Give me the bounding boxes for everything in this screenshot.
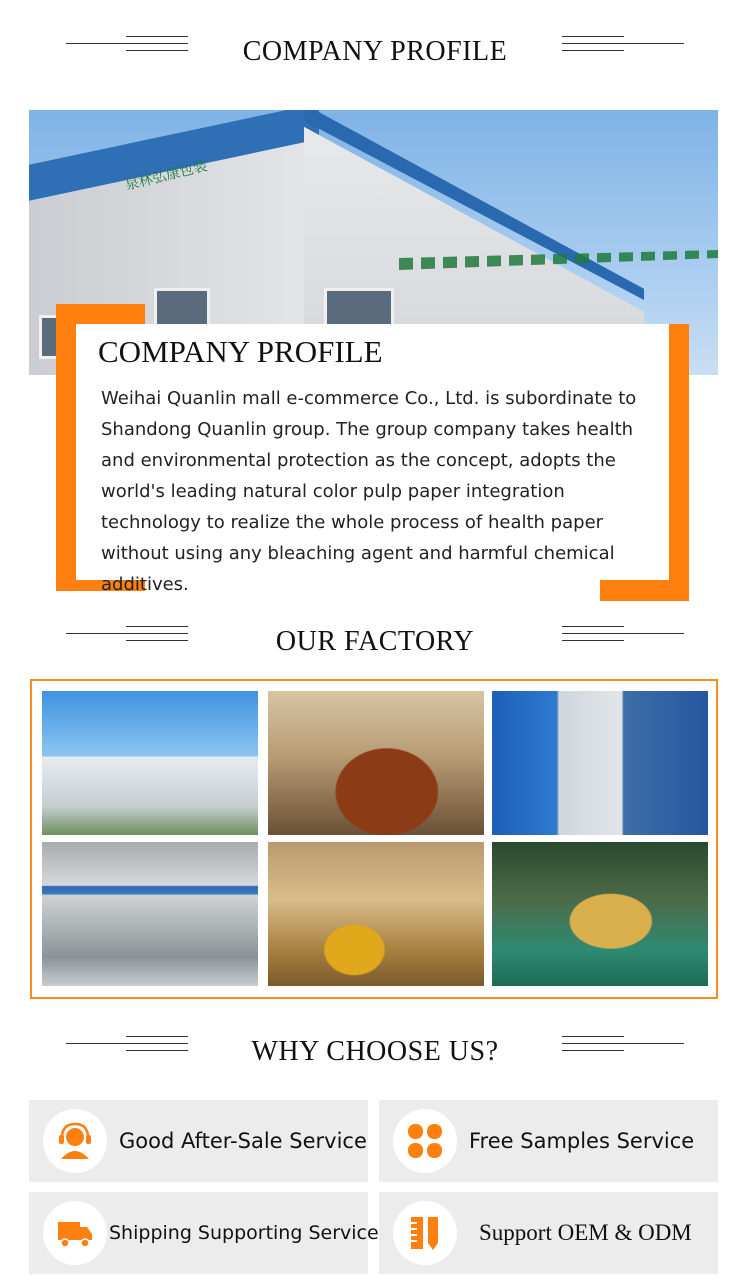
meeting-room-photo	[268, 691, 484, 835]
company-profile-header	[0, 32, 750, 72]
profile-description: Weihai Quanlin mall e-commerce Co., Ltd. is subordinate to Shandong Quanlin group. The group company takes health and environmental protection as the concept, adopts the world's leading natural color pulp paper integration technology to realize the whole process of health paper without using any bleaching agent and harmful chemical additives.	[101, 388, 637, 595]
company-profile-heading: COMPANY PROFILE	[242, 36, 508, 67]
pulp-tanks-photo	[492, 691, 708, 835]
our-factory-heading: OUR FACTORY	[275, 626, 475, 657]
straw-bales-photo	[492, 842, 708, 986]
feature-oem-odm	[379, 1192, 718, 1274]
our-factory-header	[0, 622, 750, 662]
feature-label: Shipping Supporting Service	[109, 1222, 379, 1244]
feature-after-sale	[29, 1100, 368, 1182]
wheel-loader-photo	[268, 842, 484, 986]
production-line-photo	[42, 842, 258, 986]
feature-shipping	[29, 1192, 379, 1274]
factory-exterior-photo	[42, 691, 258, 835]
four-leaf-icon	[405, 1121, 445, 1161]
feature-free-samples	[379, 1100, 718, 1182]
heading-decoration-right	[562, 622, 684, 662]
why-choose-header	[0, 1032, 750, 1072]
feature-label: Good After-Sale Service	[119, 1129, 367, 1153]
feature-label: Support OEM & ODM	[479, 1220, 692, 1245]
building-sign: 泉林弘康包装	[123, 158, 209, 194]
truck-icon	[55, 1213, 95, 1253]
why-choose-heading: WHY CHOOSE US?	[251, 1036, 499, 1067]
feature-label: Free Samples Service	[469, 1129, 695, 1153]
ruler-pencil-icon	[405, 1213, 445, 1253]
factory-gallery	[30, 679, 718, 999]
heading-decoration-right	[562, 32, 684, 72]
headset-icon	[55, 1121, 95, 1161]
profile-title: COMPANY PROFILE	[98, 334, 383, 369]
heading-decoration-right	[562, 1032, 684, 1072]
